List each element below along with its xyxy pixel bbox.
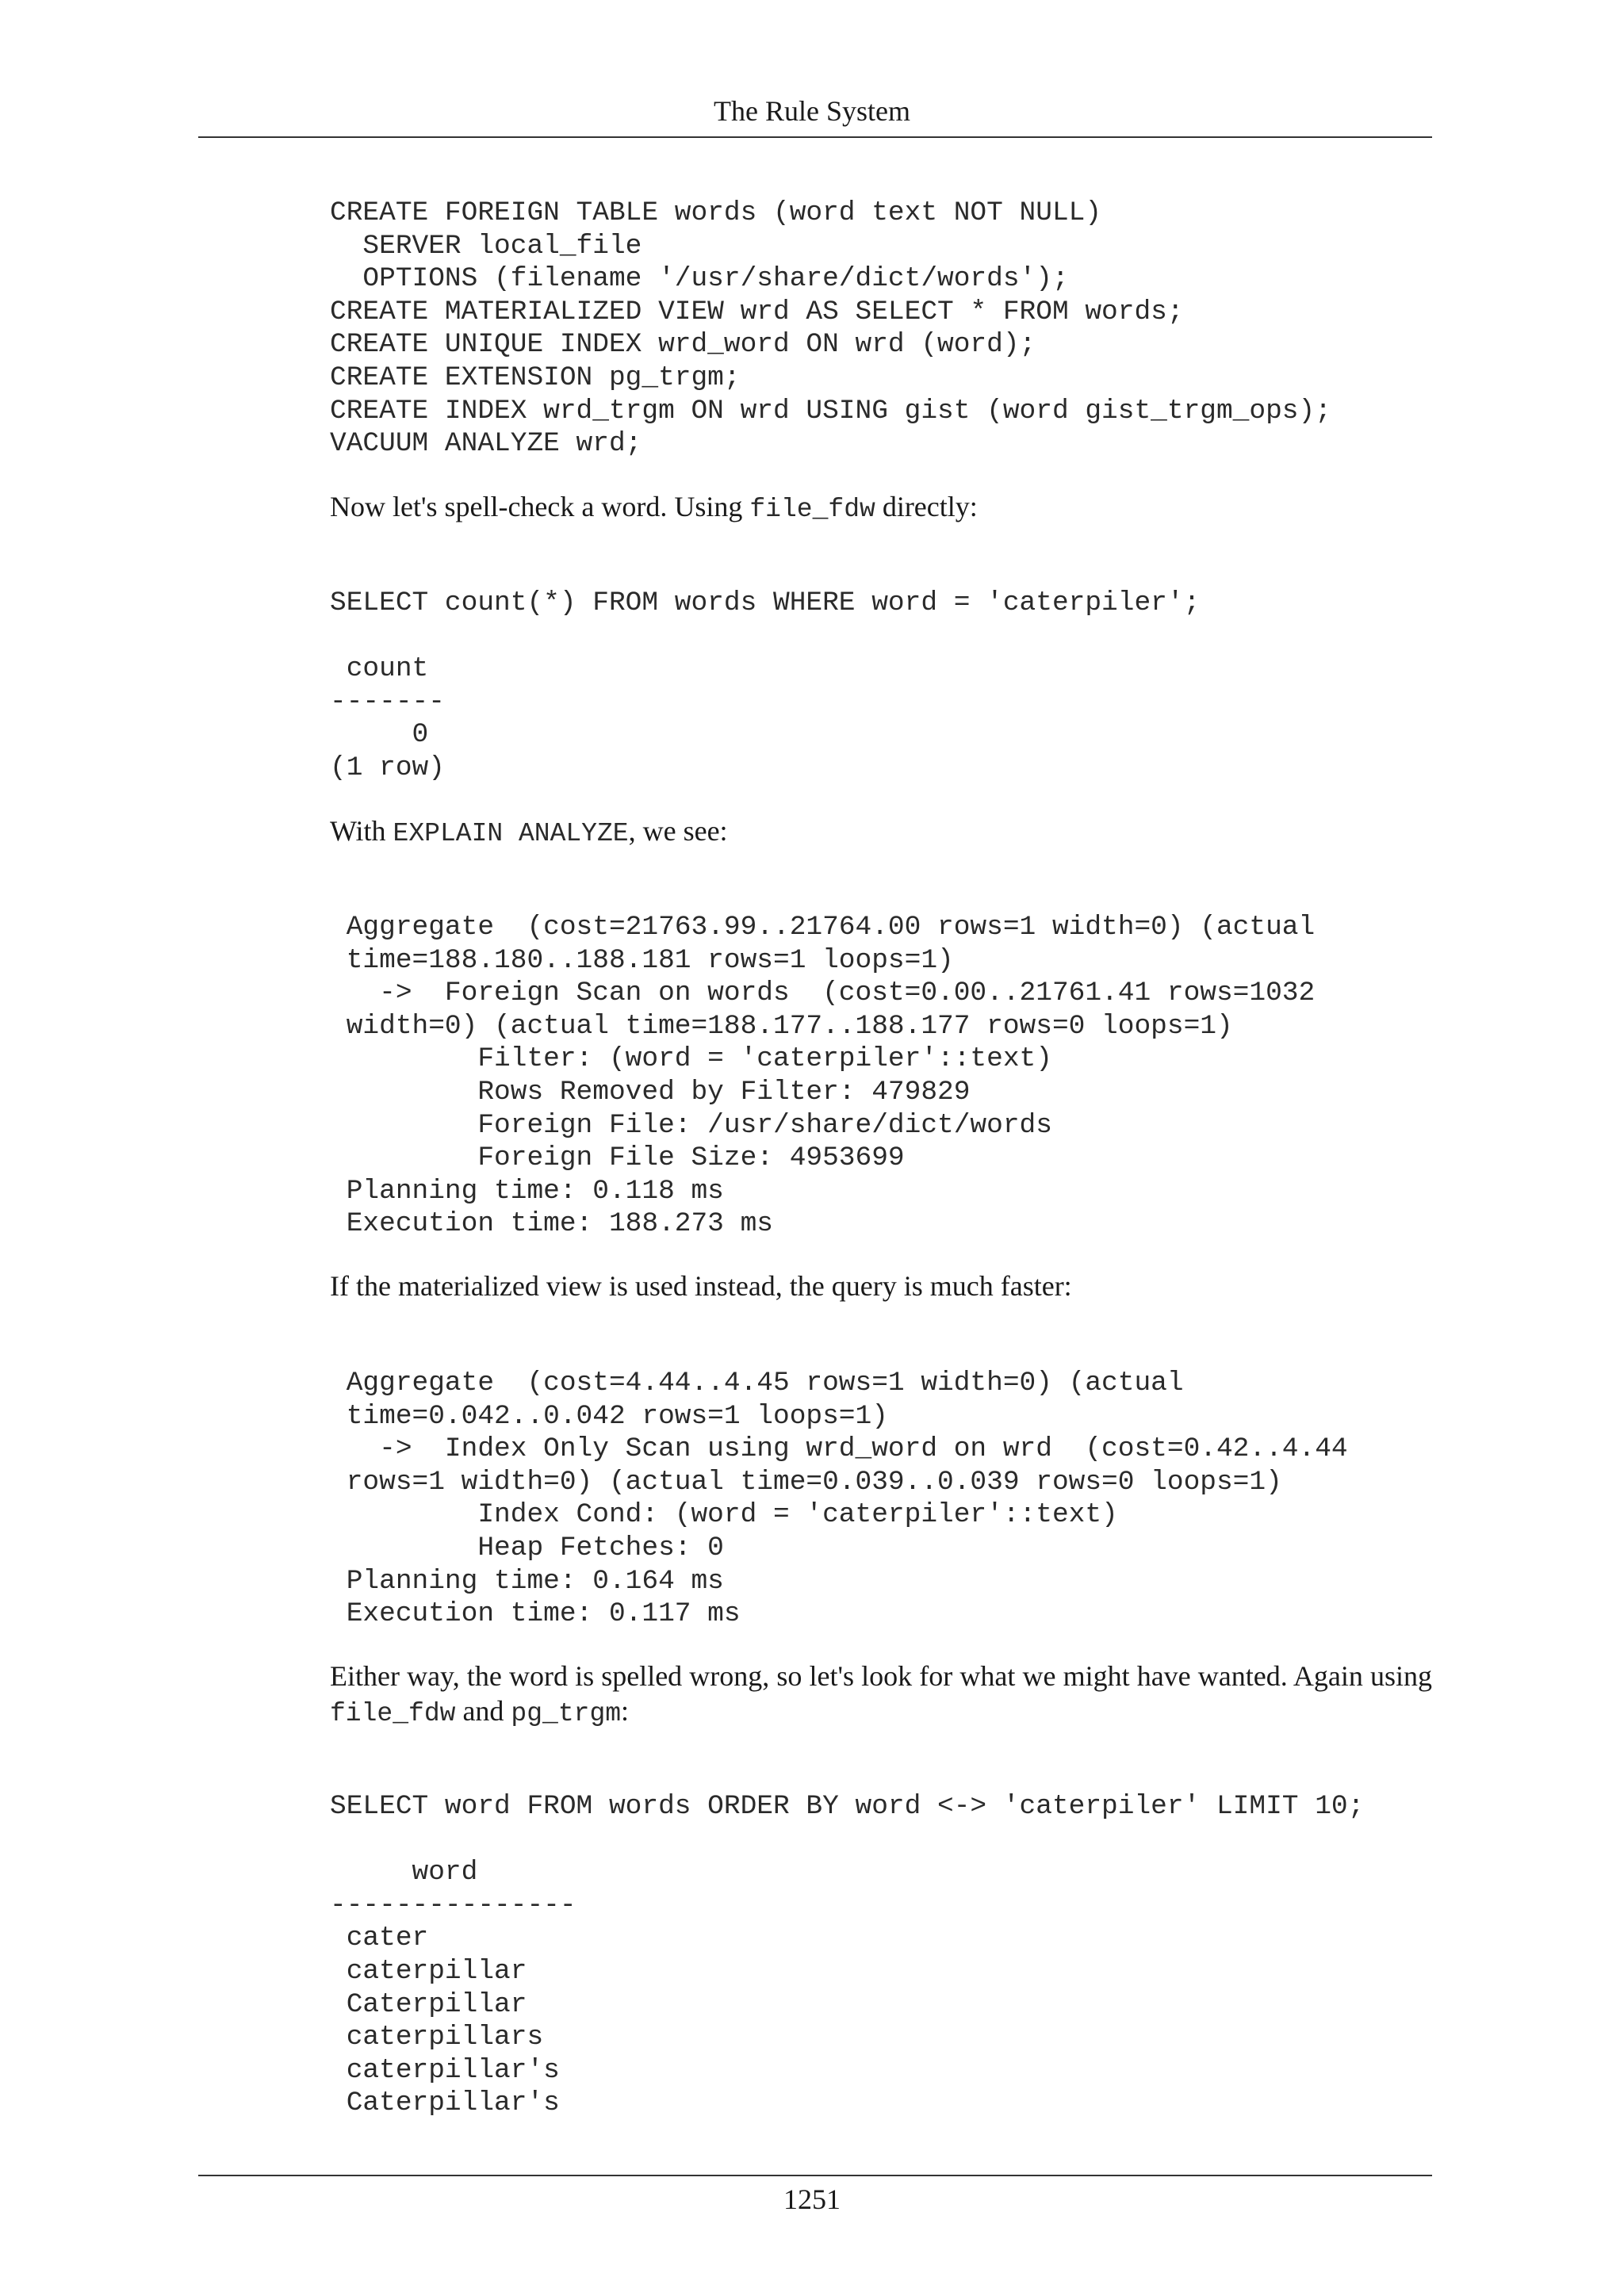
paragraph-text: Either way, the word is spelled wrong, so let's look for what we might have wanted. Again using bbox=[330, 1660, 1432, 1692]
paragraph-text: and bbox=[455, 1695, 511, 1727]
paragraph-text: : bbox=[621, 1695, 630, 1727]
code-block-create-statements: CREATE FOREIGN TABLE words (word text NOT NULL) SERVER local_file OPTIONS (filename '/usr/share/dict/words'); CREATE MATERIALIZED VIEW wrd AS SELECT * FROM words; CREATE UNIQUE INDEX wrd_word ON wrd (word); CREATE EXTENSION pg_trgm; CREATE INDEX wrd_trgm ON wrd USING gist (word gist_trgm_ops); VACUUM ANALYZE wrd; bbox=[330, 197, 1331, 460]
paragraph-materialized-view: If the materialized view is used instead, the query is much faster: bbox=[330, 1270, 1072, 1302]
paragraph-text: With bbox=[330, 815, 393, 847]
code-block-count-query: SELECT count(*) FROM words WHERE word = 'caterpiler'; count ------- 0 (1 row) bbox=[330, 587, 1201, 783]
inline-code: EXPLAIN ANALYZE bbox=[393, 819, 629, 848]
paragraph-text: directly: bbox=[875, 491, 978, 522]
paragraph-spell-check bbox=[330, 489, 1432, 527]
inline-code: file_fdw bbox=[330, 1699, 456, 1728]
header-rule bbox=[198, 136, 1432, 138]
code-block-explain-foreign-scan: Aggregate (cost=21763.99..21764.00 rows=1 width=0) (actual time=188.180..188.181 rows=1 loops=1) -> Foreign Scan on words (cost=0.00..21761.41 rows=1032 width=0) (actual time=188.177..188.177 rows=0 loops=1) Filter: (word = 'caterpiler'::text) Rows Removed by Filter: 479829 Foreign File: /usr/share/dict/words Foreign File Size: 4953699 Planning time: 0.118 ms Execution time: 188.273 ms bbox=[346, 912, 1316, 1240]
code-block-explain-index-scan: Aggregate (cost=4.44..4.45 rows=1 width=0) (actual time=0.042..0.042 rows=1 loops=1) -> Index Only Scan using wrd_word on wrd (cost=0.42..4.44 rows=1 width=0) (actual time=0.039..0.039 rows=0 loops=1) Index Cond: (word = 'caterpiler'::text) Heap Fetches: 0 Planning time: 0.164 ms Execution time: 0.117 ms bbox=[346, 1368, 1348, 1630]
code-block-trigram-query: SELECT word FROM words ORDER BY word <-> 'caterpiler' LIMIT 10; word --------------- cater caterpillar Caterpillar caterpillars caterpillar's Caterpillar's bbox=[330, 1791, 1365, 2119]
paragraph-text: , we see: bbox=[628, 815, 728, 847]
paragraph-either-way bbox=[330, 1659, 1432, 1732]
paragraph-text: Now let's spell-check a word. Using bbox=[330, 491, 750, 522]
inline-code: file_fdw bbox=[749, 495, 875, 524]
paragraph-explain bbox=[330, 813, 1432, 851]
page-number: 1251 bbox=[783, 2183, 841, 2215]
footer-rule bbox=[198, 2175, 1432, 2176]
running-header: The Rule System bbox=[714, 95, 910, 127]
inline-code: pg_trgm bbox=[511, 1699, 622, 1728]
